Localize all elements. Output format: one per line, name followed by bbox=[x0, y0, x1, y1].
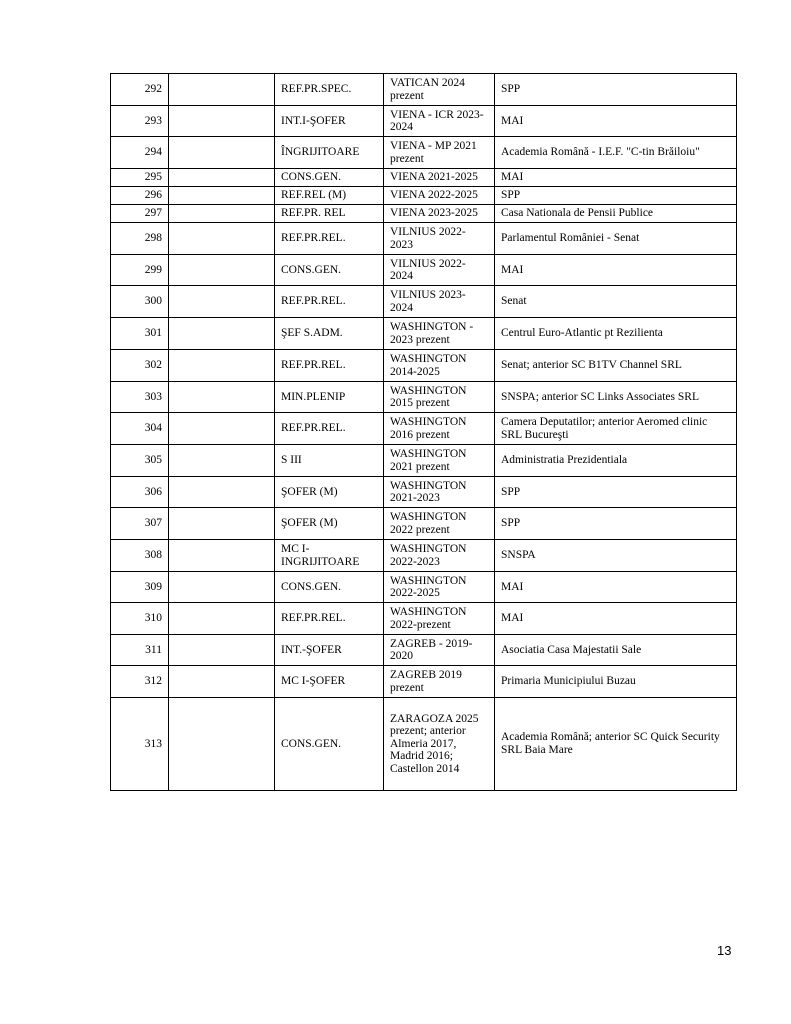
row-blank-cell bbox=[169, 445, 275, 477]
row-institution: Senat bbox=[495, 286, 737, 318]
row-institution: MAI bbox=[495, 255, 737, 286]
row-institution: SPP bbox=[495, 477, 737, 508]
row-post-period: WASHINGTON 2021 prezent bbox=[384, 445, 495, 477]
row-blank-cell bbox=[169, 286, 275, 318]
row-function: REF.PR.SPEC. bbox=[275, 74, 384, 106]
row-function: S III bbox=[275, 445, 384, 477]
table-row bbox=[111, 350, 737, 382]
row-blank-cell bbox=[169, 187, 275, 205]
row-blank-cell bbox=[169, 350, 275, 382]
table-row bbox=[111, 508, 737, 540]
table-row bbox=[111, 698, 737, 791]
row-number: 292 bbox=[111, 74, 169, 106]
row-number: 296 bbox=[111, 187, 169, 205]
row-blank-cell bbox=[169, 666, 275, 698]
row-post-period: WASHINGTON 2021-2023 bbox=[384, 477, 495, 508]
row-blank-cell bbox=[169, 572, 275, 603]
table-row bbox=[111, 74, 737, 106]
row-blank-cell bbox=[169, 169, 275, 187]
row-institution: Academia Română; anterior SC Quick Security SRL Baia Mare bbox=[495, 698, 737, 791]
row-blank-cell bbox=[169, 318, 275, 350]
row-post-period: VILNIUS 2022-2023 bbox=[384, 223, 495, 255]
row-number: 310 bbox=[111, 603, 169, 635]
row-function: INT.I-ŞOFER bbox=[275, 106, 384, 137]
row-blank-cell bbox=[169, 413, 275, 445]
row-function: CONS.GEN. bbox=[275, 169, 384, 187]
row-post-period: WASHINGTON 2022-2025 bbox=[384, 572, 495, 603]
row-post-period: VILNIUS 2023-2024 bbox=[384, 286, 495, 318]
row-institution: SNSPA bbox=[495, 540, 737, 572]
row-post-period: VIENA - ICR 2023-2024 bbox=[384, 106, 495, 137]
table-row bbox=[111, 205, 737, 223]
row-function: MC I-ŞOFER bbox=[275, 666, 384, 698]
row-institution: MAI bbox=[495, 169, 737, 187]
row-institution: Centrul Euro-Atlantic pt Rezilienta bbox=[495, 318, 737, 350]
table-row bbox=[111, 603, 737, 635]
row-post-period: VILNIUS 2022-2024 bbox=[384, 255, 495, 286]
table-row bbox=[111, 255, 737, 286]
row-function: MIN.PLENIP bbox=[275, 382, 384, 413]
row-blank-cell bbox=[169, 205, 275, 223]
row-post-period: WASHINGTON 2022 prezent bbox=[384, 508, 495, 540]
row-institution: Asociatia Casa Majestatii Sale bbox=[495, 635, 737, 666]
row-function: ŞEF S.ADM. bbox=[275, 318, 384, 350]
row-blank-cell bbox=[169, 255, 275, 286]
table-row bbox=[111, 169, 737, 187]
page-number: 13 bbox=[717, 943, 732, 958]
row-number: 293 bbox=[111, 106, 169, 137]
row-number: 304 bbox=[111, 413, 169, 445]
table-body bbox=[111, 74, 737, 791]
row-number: 306 bbox=[111, 477, 169, 508]
row-function: INT.-ŞOFER bbox=[275, 635, 384, 666]
row-institution: Casa Nationala de Pensii Publice bbox=[495, 205, 737, 223]
row-function: MC I-INGRIJITOARE bbox=[275, 540, 384, 572]
row-blank-cell bbox=[169, 382, 275, 413]
row-institution: SPP bbox=[495, 74, 737, 106]
row-function: REF.PR.REL. bbox=[275, 223, 384, 255]
row-number: 309 bbox=[111, 572, 169, 603]
row-post-period: WASHINGTON 2022-prezent bbox=[384, 603, 495, 635]
row-number: 300 bbox=[111, 286, 169, 318]
row-function: REF.REL (M) bbox=[275, 187, 384, 205]
row-blank-cell bbox=[169, 477, 275, 508]
row-blank-cell bbox=[169, 635, 275, 666]
table-row bbox=[111, 318, 737, 350]
row-post-period: WASHINGTON 2015 prezent bbox=[384, 382, 495, 413]
row-number: 311 bbox=[111, 635, 169, 666]
row-institution: MAI bbox=[495, 106, 737, 137]
row-function: ÎNGRIJITOARE bbox=[275, 137, 384, 169]
row-function: CONS.GEN. bbox=[275, 572, 384, 603]
row-institution: Academia Română - I.E.F. "C-tin Brăiloiu" bbox=[495, 137, 737, 169]
row-post-period: VATICAN 2024 prezent bbox=[384, 74, 495, 106]
row-number: 313 bbox=[111, 698, 169, 791]
table-row bbox=[111, 106, 737, 137]
row-number: 299 bbox=[111, 255, 169, 286]
row-post-period: ZAGREB 2019 prezent bbox=[384, 666, 495, 698]
table-row bbox=[111, 540, 737, 572]
row-blank-cell bbox=[169, 508, 275, 540]
row-function: REF.PR.REL. bbox=[275, 413, 384, 445]
row-number: 298 bbox=[111, 223, 169, 255]
row-number: 303 bbox=[111, 382, 169, 413]
table-row bbox=[111, 223, 737, 255]
table-row bbox=[111, 635, 737, 666]
row-number: 295 bbox=[111, 169, 169, 187]
row-institution: Administratia Prezidentiala bbox=[495, 445, 737, 477]
row-number: 305 bbox=[111, 445, 169, 477]
table-row bbox=[111, 413, 737, 445]
row-post-period: WASHINGTON 2022-2023 bbox=[384, 540, 495, 572]
row-post-period: ZAGREB - 2019-2020 bbox=[384, 635, 495, 666]
table-row bbox=[111, 187, 737, 205]
row-institution: Senat; anterior SC B1TV Channel SRL bbox=[495, 350, 737, 382]
row-blank-cell bbox=[169, 698, 275, 791]
row-blank-cell bbox=[169, 223, 275, 255]
table-row bbox=[111, 382, 737, 413]
row-number: 302 bbox=[111, 350, 169, 382]
row-institution: MAI bbox=[495, 603, 737, 635]
row-function: ŞOFER (M) bbox=[275, 508, 384, 540]
row-blank-cell bbox=[169, 137, 275, 169]
table-row bbox=[111, 445, 737, 477]
row-number: 312 bbox=[111, 666, 169, 698]
row-blank-cell bbox=[169, 603, 275, 635]
row-number: 308 bbox=[111, 540, 169, 572]
row-institution: SPP bbox=[495, 187, 737, 205]
row-function: REF.PR. REL bbox=[275, 205, 384, 223]
row-function: REF.PR.REL. bbox=[275, 350, 384, 382]
row-number: 294 bbox=[111, 137, 169, 169]
row-institution: MAI bbox=[495, 572, 737, 603]
row-post-period: VIENA 2023-2025 bbox=[384, 205, 495, 223]
table-row bbox=[111, 572, 737, 603]
row-number: 307 bbox=[111, 508, 169, 540]
row-post-period: ZARAGOZA 2025 prezent; anterior Almeria 2017, Madrid 2016; Castellon 2014 bbox=[384, 698, 495, 791]
row-function: ŞOFER (M) bbox=[275, 477, 384, 508]
table-row bbox=[111, 477, 737, 508]
row-blank-cell bbox=[169, 540, 275, 572]
row-post-period: VIENA 2022-2025 bbox=[384, 187, 495, 205]
row-post-period: VIENA - MP 2021 prezent bbox=[384, 137, 495, 169]
table-row bbox=[111, 666, 737, 698]
table-row bbox=[111, 286, 737, 318]
row-blank-cell bbox=[169, 106, 275, 137]
row-post-period: WASHINGTON - 2023 prezent bbox=[384, 318, 495, 350]
personnel-table bbox=[110, 73, 737, 791]
row-institution: SNSPA; anterior SC Links Associates SRL bbox=[495, 382, 737, 413]
row-institution: Camera Deputatilor; anterior Aeromed clinic SRL Bucureşti bbox=[495, 413, 737, 445]
row-blank-cell bbox=[169, 74, 275, 106]
row-institution: Primaria Municipiului Buzau bbox=[495, 666, 737, 698]
row-post-period: WASHINGTON 2016 prezent bbox=[384, 413, 495, 445]
row-function: REF.PR.REL. bbox=[275, 603, 384, 635]
row-number: 301 bbox=[111, 318, 169, 350]
row-number: 297 bbox=[111, 205, 169, 223]
row-post-period: WASHINGTON 2014-2025 bbox=[384, 350, 495, 382]
row-institution: Parlamentul României - Senat bbox=[495, 223, 737, 255]
row-function: REF.PR.REL. bbox=[275, 286, 384, 318]
row-institution: SPP bbox=[495, 508, 737, 540]
table-row bbox=[111, 137, 737, 169]
row-function: CONS.GEN. bbox=[275, 698, 384, 791]
row-post-period: VIENA 2021-2025 bbox=[384, 169, 495, 187]
row-function: CONS.GEN. bbox=[275, 255, 384, 286]
